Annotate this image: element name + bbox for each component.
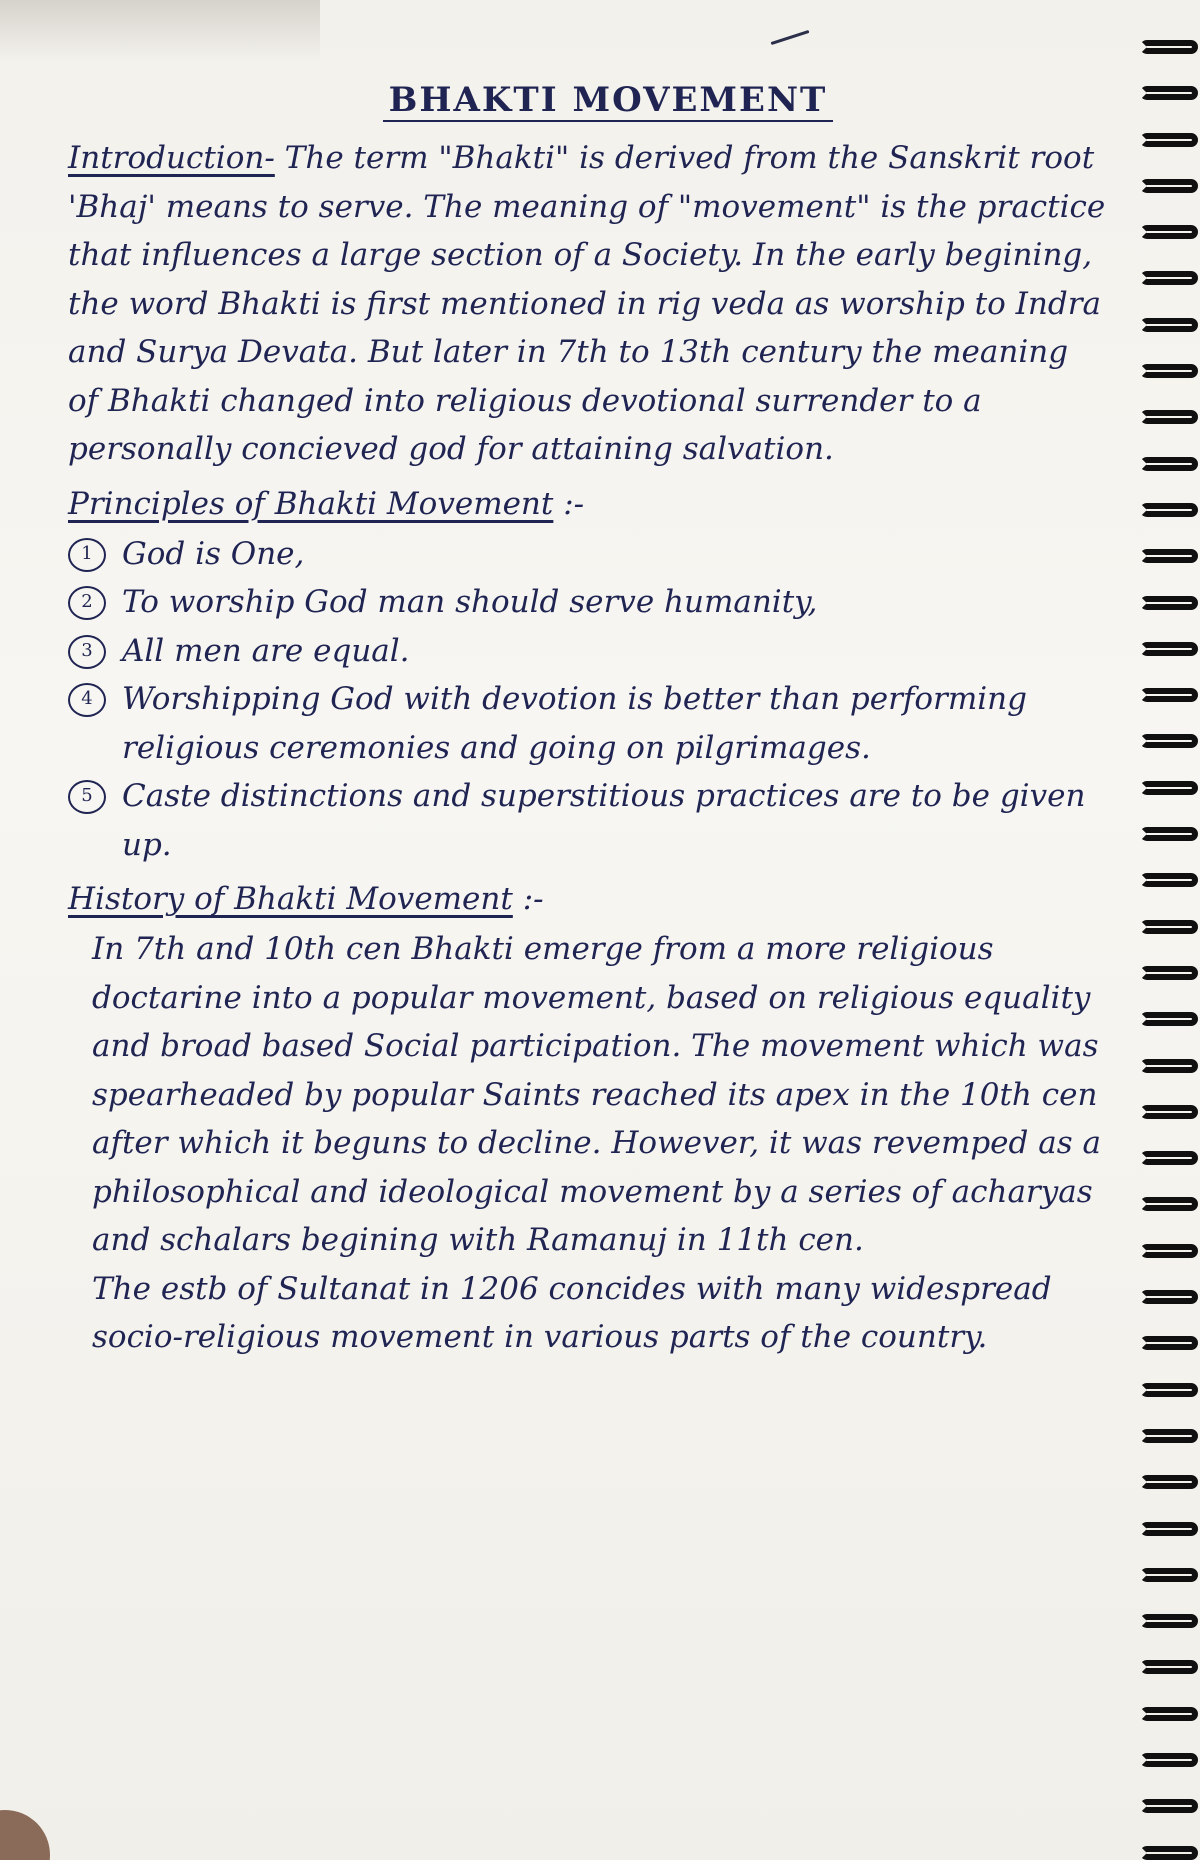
intro-text: The term "Bhakti" is derived from the Sanskrit root 'Bhaj' means to serve. The meaning of "movement" is the practice that influences a large section of a Society. In the early begining, the word Bhakti is first mentioned in rig veda as worship to Indra and Surya Devata. But later in 7th to 13th century the meaning of Bhakti changed into religious devotional surrender to a personally concieved god for attaining salvation. <box>68 140 1106 467</box>
spiral-ring <box>1140 179 1198 193</box>
spiral-ring <box>1140 364 1198 378</box>
spiral-ring <box>1140 873 1198 887</box>
list-item <box>68 530 1108 579</box>
principles-heading-row <box>68 478 1108 530</box>
spiral-ring <box>1140 1846 1198 1860</box>
spiral-ring <box>1140 86 1198 100</box>
list-item <box>68 627 1108 676</box>
spiral-ring <box>1140 688 1198 702</box>
spiral-ring <box>1140 1012 1198 1026</box>
history-heading: History of Bhakti Movement <box>68 881 513 917</box>
list-item <box>68 578 1108 627</box>
list-item <box>68 675 1108 772</box>
item-number: 1 <box>68 538 106 572</box>
spiral-ring <box>1140 1522 1198 1536</box>
spiral-ring <box>1140 549 1198 563</box>
spiral-ring <box>1140 1568 1198 1582</box>
item-text: To worship God man should serve humanity, <box>122 584 818 620</box>
spiral-ring <box>1140 734 1198 748</box>
spiral-ring <box>1140 1151 1198 1165</box>
spiral-ring <box>1140 1290 1198 1304</box>
spiral-ring <box>1140 1429 1198 1443</box>
spiral-ring <box>1140 1660 1198 1674</box>
item-text: All men are equal. <box>122 632 410 669</box>
spiral-ring <box>1140 1244 1198 1258</box>
intro-paragraph <box>68 134 1108 474</box>
item-number: 2 <box>68 586 106 620</box>
spiral-ring <box>1140 1799 1198 1813</box>
spiral-ring <box>1140 457 1198 471</box>
item-number: 3 <box>68 635 106 669</box>
spiral-ring <box>1140 966 1198 980</box>
spiral-ring <box>1140 1614 1198 1628</box>
notes-content <box>68 80 1108 1362</box>
page-title: BHAKTI MOVEMENT <box>68 80 1108 120</box>
item-text: God is One, <box>122 535 305 572</box>
spiral-ring <box>1140 1475 1198 1489</box>
page-shadow <box>0 0 320 60</box>
item-text: Caste distinctions and superstitious practices are to be given up. <box>122 778 1086 863</box>
principles-suffix: :- <box>563 485 585 522</box>
item-text: Worshipping God with devotion is better than performing religious ceremonies and going on pilgrimages. <box>122 681 1027 766</box>
spiral-ring <box>1140 1336 1198 1350</box>
principles-list <box>68 530 1108 870</box>
spiral-ring <box>1140 642 1198 656</box>
principles-heading: Principles of Bhakti Movement <box>68 485 554 522</box>
spiral-ring <box>1140 920 1198 934</box>
spiral-binding <box>1130 40 1200 1860</box>
spiral-ring <box>1140 40 1198 54</box>
history-heading-row <box>68 873 1108 925</box>
history-paragraph-1: In 7th and 10th cen Bhakti emerge from a more religious doctarine into a popular movement, based on religious equality and broad based Social participation. The movement which was spearheaded by popular Saints reached its apex in the 10th cen after which it beguns to decline. However, it was revemped as a philosophical and ideological movement by a series of acharyas and schalars begining with Ramanuj in 11th cen. <box>92 931 1101 1258</box>
finger-corner <box>0 1810 50 1860</box>
spiral-ring <box>1140 225 1198 239</box>
item-number: 5 <box>68 780 106 814</box>
spiral-ring <box>1140 1383 1198 1397</box>
spiral-ring <box>1140 133 1198 147</box>
spiral-ring <box>1140 1105 1198 1119</box>
spiral-ring <box>1140 781 1198 795</box>
spiral-ring <box>1140 596 1198 610</box>
spiral-ring <box>1140 271 1198 285</box>
spiral-ring <box>1140 503 1198 517</box>
spiral-ring <box>1140 827 1198 841</box>
spiral-ring <box>1140 1753 1198 1767</box>
pen-mark <box>771 30 810 45</box>
spiral-ring <box>1140 410 1198 424</box>
spiral-ring <box>1140 1197 1198 1211</box>
spiral-ring <box>1140 1059 1198 1073</box>
list-item <box>68 772 1108 869</box>
spiral-ring <box>1140 1707 1198 1721</box>
history-suffix: :- <box>522 881 544 917</box>
item-number: 4 <box>68 683 106 717</box>
history-paragraph-2: The estb of Sultanat in 1206 concides with many widespread socio-religious movement in various parts of the country. <box>92 1270 1052 1355</box>
intro-heading: Introduction- <box>68 140 275 176</box>
spiral-ring <box>1140 318 1198 332</box>
